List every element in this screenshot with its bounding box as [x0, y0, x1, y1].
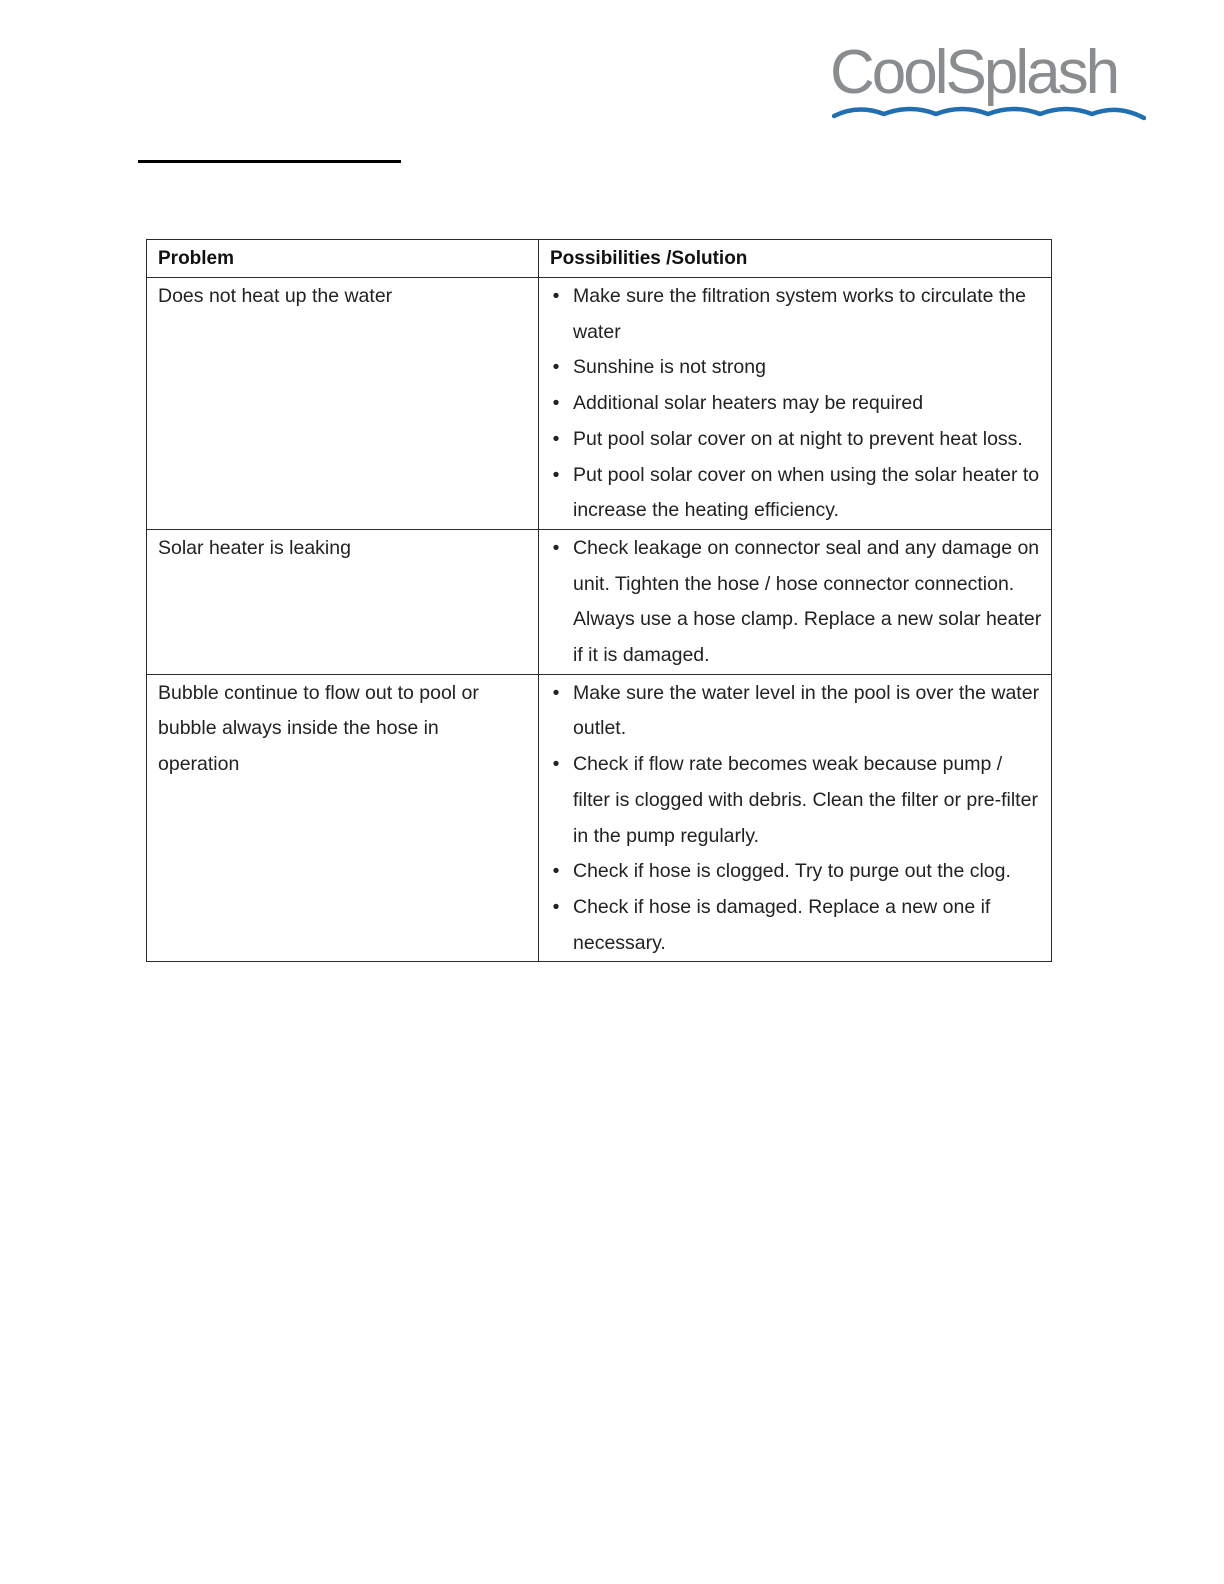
solution-list	[549, 279, 1043, 529]
bullet-icon: •	[552, 392, 560, 415]
list-item: • Make sure the filtration system works to circulate the water	[549, 279, 1043, 350]
solution-cell	[539, 674, 1052, 962]
list-item: • Check if flow rate becomes weak because pump / filter is clogged with debris. Clean the filter or pre-filter in the pump regularly.	[549, 747, 1043, 854]
table-row	[147, 278, 1052, 530]
solution-cell	[539, 278, 1052, 530]
list-item: • Additional solar heaters may be required	[549, 386, 1043, 422]
table-row	[147, 674, 1052, 962]
list-item: • Make sure the water level in the pool is over the water outlet.	[549, 676, 1043, 747]
bullet-icon: •	[552, 427, 560, 450]
solution-list	[549, 676, 1043, 962]
list-item: • Put pool solar cover on when using the solar heater to increase the heating efficiency.	[549, 458, 1043, 529]
header-problem: Problem	[147, 240, 539, 278]
bullet-icon: •	[552, 536, 560, 559]
problem-cell: Solar heater is leaking	[147, 529, 539, 674]
list-item: • Check leakage on connector seal and any damage on unit. Tighten the hose / hose connector connection. Always use a hose clamp. Replace a new solar heater if it is damaged.	[549, 531, 1043, 674]
table-header-row	[147, 240, 1052, 278]
bullet-icon: •	[552, 285, 560, 307]
troubleshooting-table	[146, 239, 1052, 962]
section-title-underline	[138, 160, 401, 163]
wave-icon	[832, 100, 1146, 126]
solution-cell	[539, 529, 1052, 674]
coolsplash-logo	[830, 38, 1150, 128]
bullet-icon: •	[552, 681, 560, 704]
bullet-icon: •	[552, 860, 560, 883]
header-solution: Possibilities /Solution	[539, 240, 1052, 278]
bullet-icon: •	[552, 463, 560, 486]
logo-wordmark: CoolSplash	[830, 38, 1118, 107]
list-item: • Sunshine is not strong	[549, 350, 1043, 386]
list-item: • Put pool solar cover on at night to prevent heat loss.	[549, 422, 1043, 458]
list-item: • Check if hose is clogged. Try to purge out the clog.	[549, 854, 1043, 890]
table-row	[147, 529, 1052, 674]
bullet-icon: •	[552, 895, 560, 918]
bullet-icon: •	[552, 753, 560, 776]
problem-cell: Does not heat up the water	[147, 278, 539, 530]
problem-cell: Bubble continue to flow out to pool or bubble always inside the hose in operation	[147, 674, 539, 962]
list-item: • Check if hose is damaged. Replace a new one if necessary.	[549, 890, 1043, 961]
bullet-icon: •	[552, 356, 560, 379]
solution-list	[549, 531, 1043, 674]
